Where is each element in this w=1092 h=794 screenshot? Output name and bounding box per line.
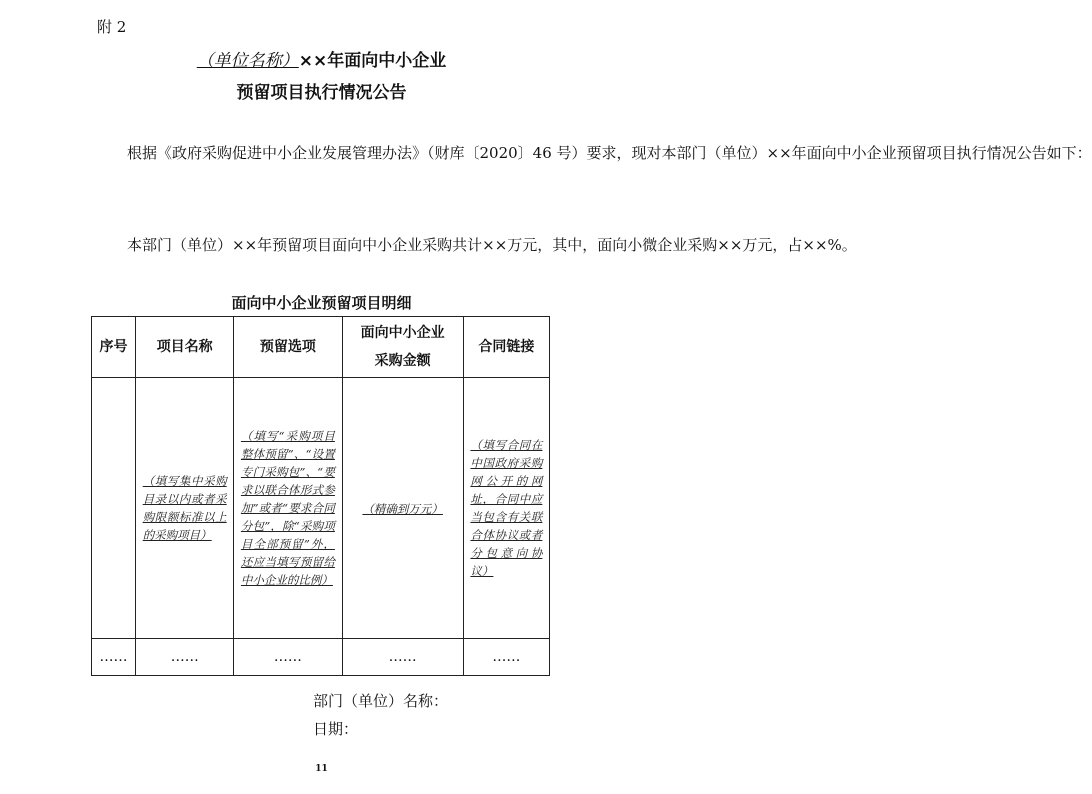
cell-ellipsis: …… [463,639,549,676]
project-name-hint: （填写集中采购目录以内或者采购限额标准以上的采购项目） [142,474,227,542]
title-line1-text: ××年面向中小企业 [298,51,447,71]
cell-amount [342,378,463,639]
contract-link-hint: （填写合同在中国政府采购网公开的网址，合同中应当包含有关联合体协议或者分包意向协议） [470,438,543,578]
cell-ellipsis: …… [92,639,136,676]
summary-paragraph [97,230,857,260]
document-title-line1 [0,46,643,71]
page-number: 11 [315,764,328,774]
header-reserve-option: 预留选项 [234,317,342,378]
table-row [92,378,550,639]
unit-name-placeholder: （单位名称） [196,51,299,71]
reserve-option-hint: （填写“采购项目整体预留”、“设置专门采购包”、“要求以联合体形式参加”或者“要求合同分包”，除“采购项目全部预留”外，还应当填写预留给中小企业的比例） [240,429,335,587]
document-title-line2: 预留项目执行情况公告 [236,83,407,103]
paragraph-text: 本部门（单位）××年预留项目面向中小企业采购共计××万元，其中，面向小微企业采购××万元，占××%。 [127,236,857,254]
intro-paragraph [97,138,1092,168]
paragraph-text: 根据《政府采购促进中小企业发展管理办法》（财库〔2020〕46 号）要求，现对本部门（单位）××年面向中小企业预留项目执行情况公告如下： [127,144,1092,162]
cell-serial [92,378,136,639]
signature-dept-label: 部门（单位）名称： [313,692,449,710]
table-header-row [92,317,550,378]
signature-date-label: 日期： [313,720,359,738]
cell-ellipsis: …… [136,639,234,676]
cell-reserve-option [234,378,342,639]
header-amount [342,317,463,378]
header-amount-text: 面向中小企业采购金额 [360,325,445,369]
cell-ellipsis: …… [342,639,463,676]
reserved-projects-table [91,316,550,676]
header-project-name: 项目名称 [136,317,234,378]
header-serial: 序号 [92,317,136,378]
header-contract-link: 合同链接 [463,317,549,378]
cell-ellipsis: …… [234,639,342,676]
amount-hint: （精确到万元） [362,502,443,516]
table-row [92,639,550,676]
table-title: 面向中小企业预留项目明细 [231,294,412,312]
cell-project-name [136,378,234,639]
cell-contract-link [463,378,549,639]
attachment-label: 附 2 [97,18,127,36]
